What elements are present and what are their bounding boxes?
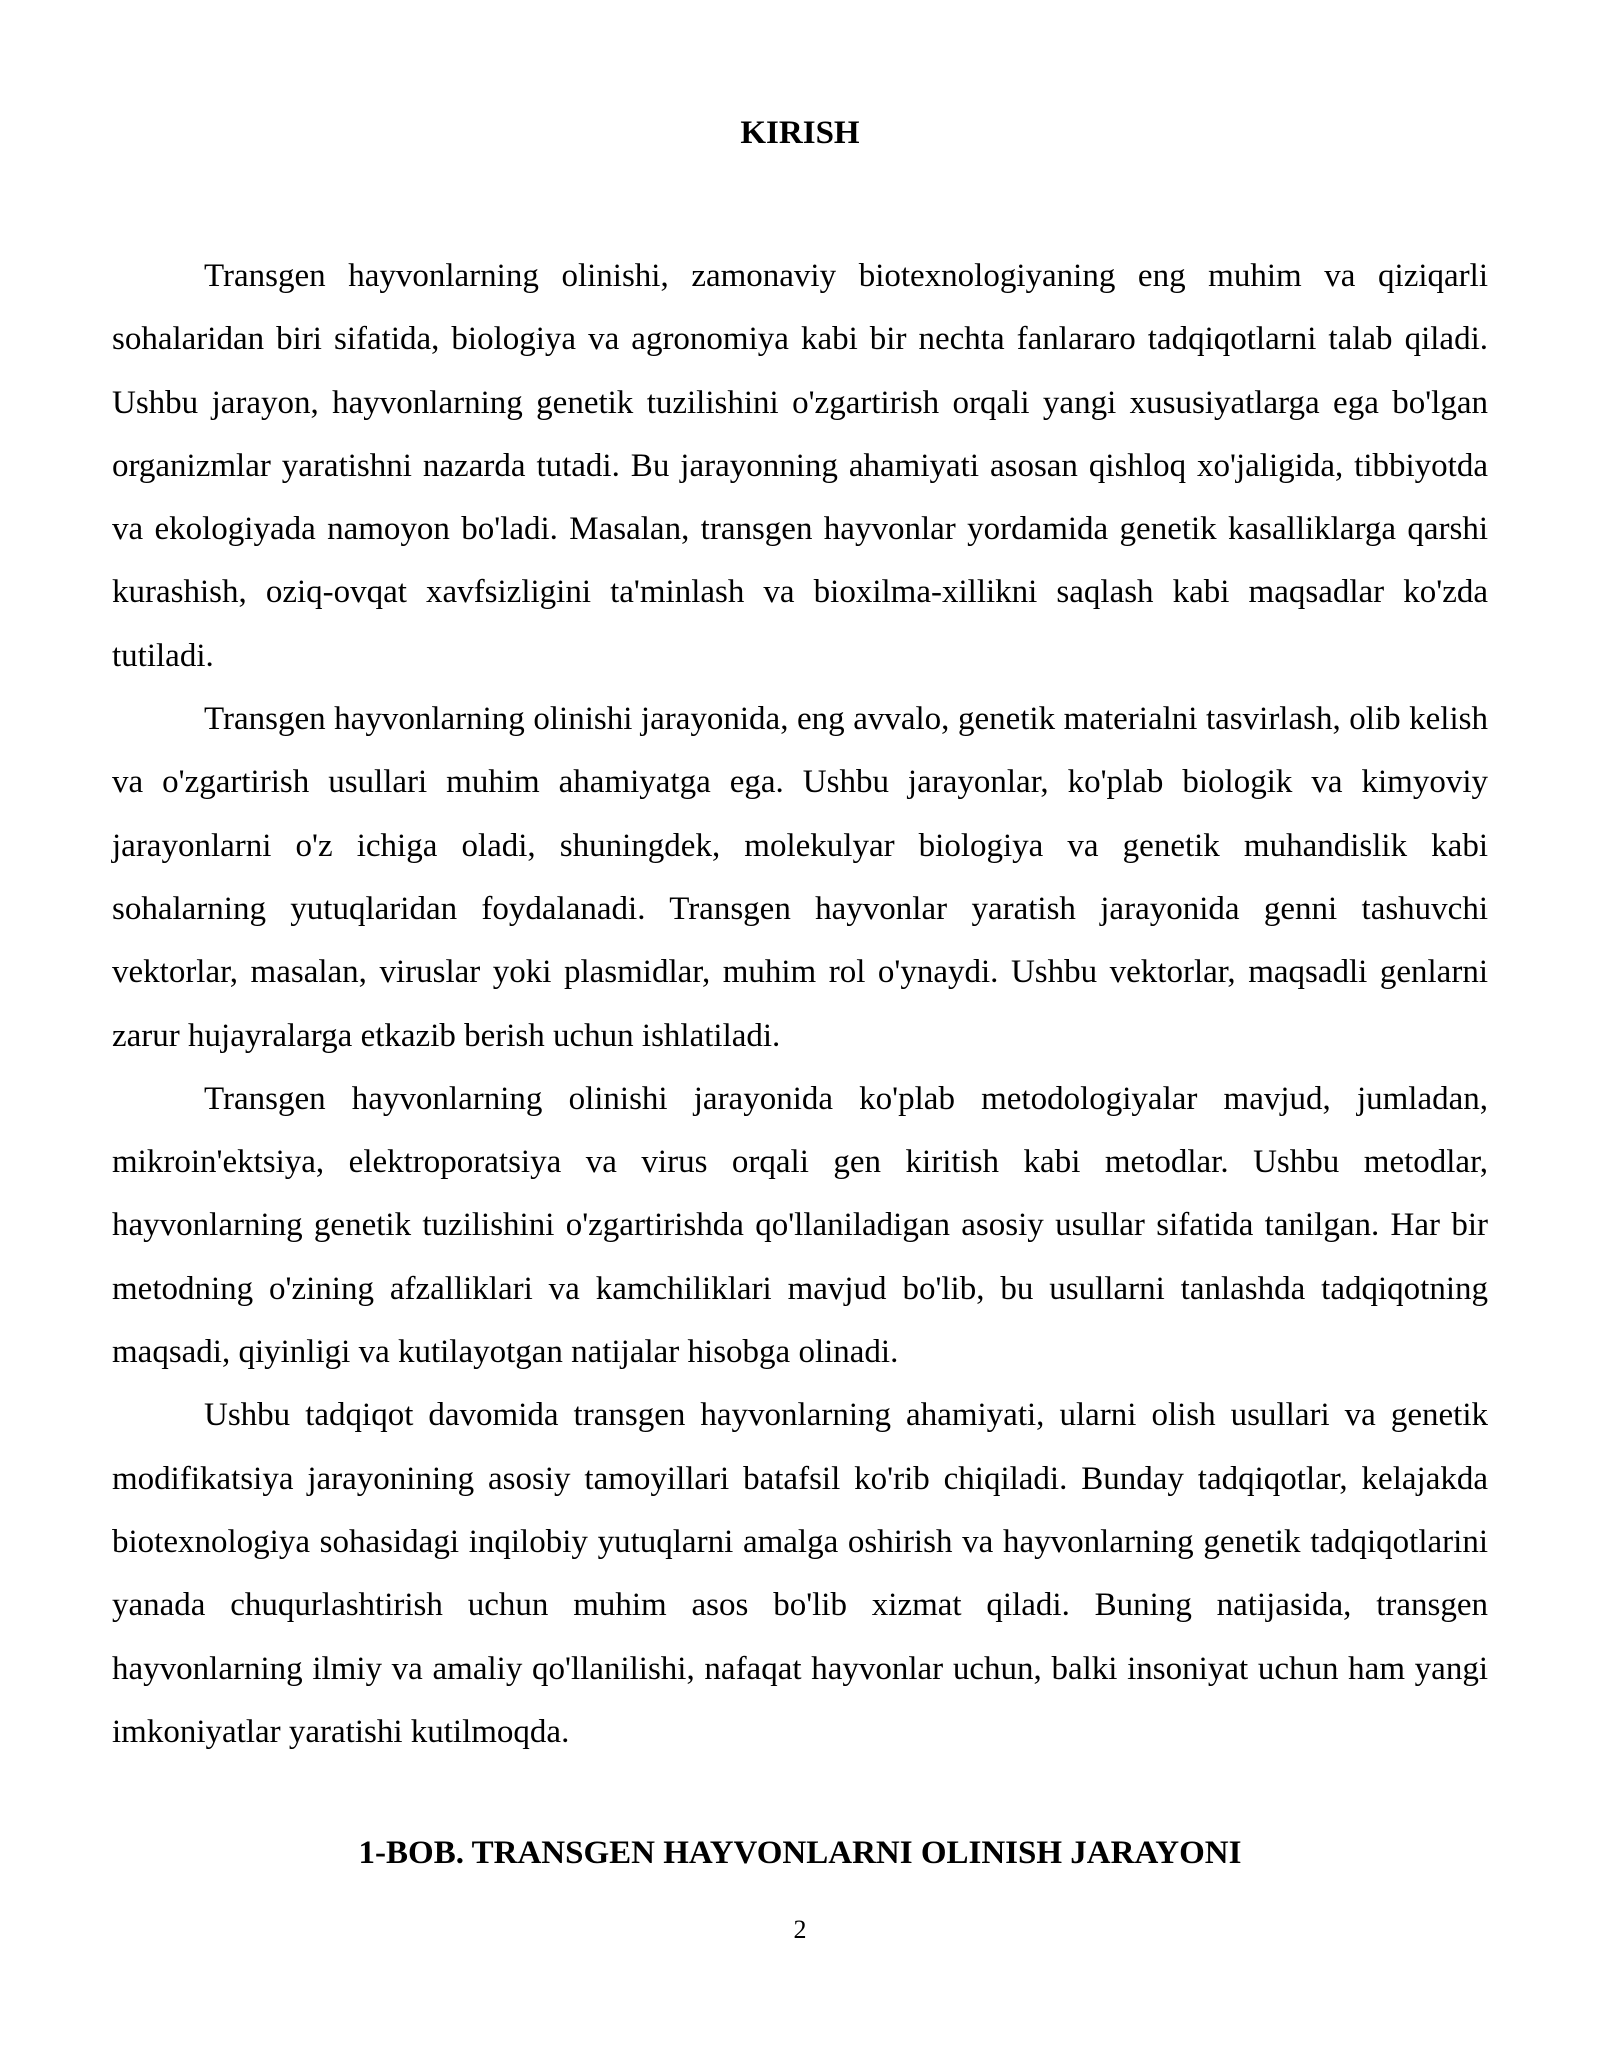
paragraph: Ushbu tadqiqot davomida transgen hayvonlarning ahamiyati, ularni olish usullari va genetik modifikatsiya jarayonining asosiy tamoyillari batafsil ko'rib chiqiladi. Bunday tadqiqotlar, kelajakda biotexnologiya sohasidagi inqilobiy yutuqlarni amalga oshirish va hayvonlarning genetik tadqiqotlarini yanada chuqurlashtirish uchun muhim asos bo'lib xizmat qiladi. Buning natijasida, transgen hayvonlarning ilmiy va amaliy qo'llanilishi, nafaqat hayvonlar uchun, balki insoniyat uchun ham yangi imkoniyatlar yaratishi kutilmoqda.	[112, 1397, 1488, 1750]
paragraph: Transgen hayvonlarning olinishi jarayonida, eng avvalo, genetik materialni tasvirlash, olib kelish va o'zgartirish usullari muhim ahamiyatga ega. Ushbu jarayonlar, ko'plab biologik va kimyoviy jarayonlarni o'z ichiga oladi, shuningdek, molekulyar biologiya va genetik muhandislik kabi sohalarning yutuqlaridan foydalanadi. Transgen hayvonlar yaratish jarayonida genni tashuvchi vektorlar, masalan, viruslar yoki plasmidlar, muhim rol o'ynaydi. Ushbu vektorlar, maqsadli genlarni zarur hujayralarga etkazib berish uchun ishlatiladi.	[112, 701, 1488, 1054]
body-text	[112, 245, 1488, 1764]
paragraph: Transgen hayvonlarning olinishi, zamonaviy biotexnologiyaning eng muhim va qiziqarli sohalaridan biri sifatida, biologiya va agronomiya kabi bir nechta fanlararo tadqiqotlarni talab qiladi. Ushbu jarayon, hayvonlarning genetik tuzilishini o'zgartirish orqali yangi xususiyatlarga ega bo'lgan organizmlar yaratishni nazarda tutadi. Bu jarayonning ahamiyati asosan qishloq xo'jaligida, tibbiyotda va ekologiyada namoyon bo'ladi. Masalan, transgen hayvonlar yordamida genetik kasalliklarga qarshi kurashish, oziq-ovqat xavfsizligini ta'minlash va bioxilma-xillikni saqlash kabi maqsadlar ko'zda tutiladi.	[112, 258, 1488, 674]
section-title: KIRISH	[740, 115, 860, 151]
paragraph: Transgen hayvonlarning olinishi jarayonida ko'plab metodologiyalar mavjud, jumladan, mikroin'ektsiya, elektroporatsiya va virus orqali gen kiritish kabi metodlar. Ushbu metodlar, hayvonlarning genetik tuzilishini o'zgartirishda qo'llaniladigan asosiy usullar sifatida tanilgan. Har bir metodning o'zining afzalliklari va kamchiliklari mavjud bo'lib, bu usullarni tanlashda tadqiqotning maqsadi, qiyinligi va kutilayotgan natijalar hisobga olinadi.	[112, 1080, 1488, 1371]
page-number: 2	[793, 1915, 807, 1944]
chapter-heading: 1-BOB. TRANSGEN HAYVONLARNI OLINISH JARAYONI	[358, 1835, 1242, 1871]
